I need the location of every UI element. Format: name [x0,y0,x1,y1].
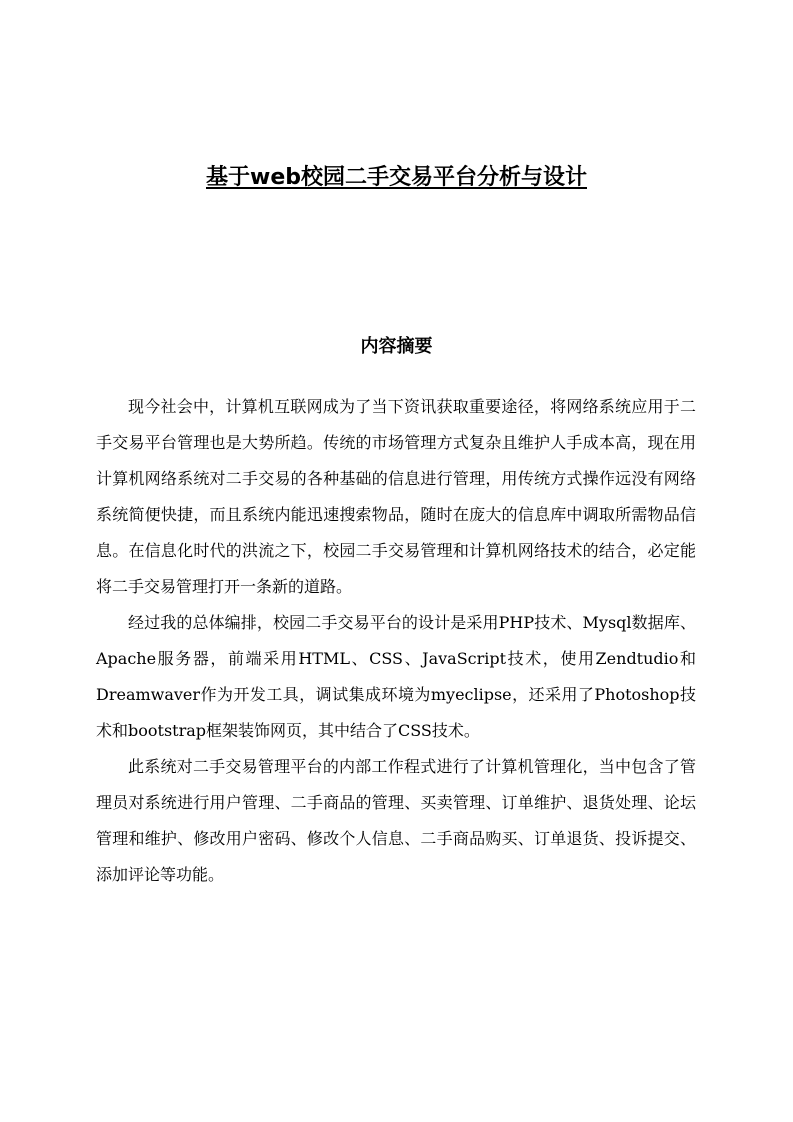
abstract-paragraph-3: 此系统对二手交易管理平台的内部工作程式进行了计算机管理化，当中包含了管理员对系统进行用户管理、二手商品的管理、买卖管理、订单维护、退货处理、论坛管理和维护、修改用户密码、修改个人信息、二手商品购买、订单退货、投诉提交、添加评论等功能。 [96,757,696,884]
document-title: 基于web校园二手交易平台分析与设计 [206,165,587,190]
abstract-heading: 内容摘要 [360,336,433,357]
abstract-paragraph-1: 现今社会中，计算机互联网成为了当下资讯获取重要途径，将网络系统应用于二手交易平台管理也是大势所趋。传统的市场管理方式复杂且维护人手成本高，现在用计算机网络系统对二手交易的各种基础的信息进行管理，用传统方式操作远没有网络系统简便快捷，而且系统内能迅速搜索物品，随时在庞大的信息库中调取所需物品信息。在信息化时代的洪流之下，校园二手交易管理和计算机网络技术的结合，必定能将二手交易管理打开一条新的道路。 [96,397,696,596]
abstract-body [96,389,696,893]
abstract-paragraph-2: 经过我的总体编排，校园二手交易平台的设计是采用PHP技术、Mysql数据库、Apache服务器，前端采用HTML、CSS、JavaScript技术，使用Zendtudio和Dreamwaver作为开发工具，调试集成环境为myeclipse，还采用了Photoshop技术和bootstrap框架装饰网页，其中结合了CSS技术。 [96,613,696,740]
